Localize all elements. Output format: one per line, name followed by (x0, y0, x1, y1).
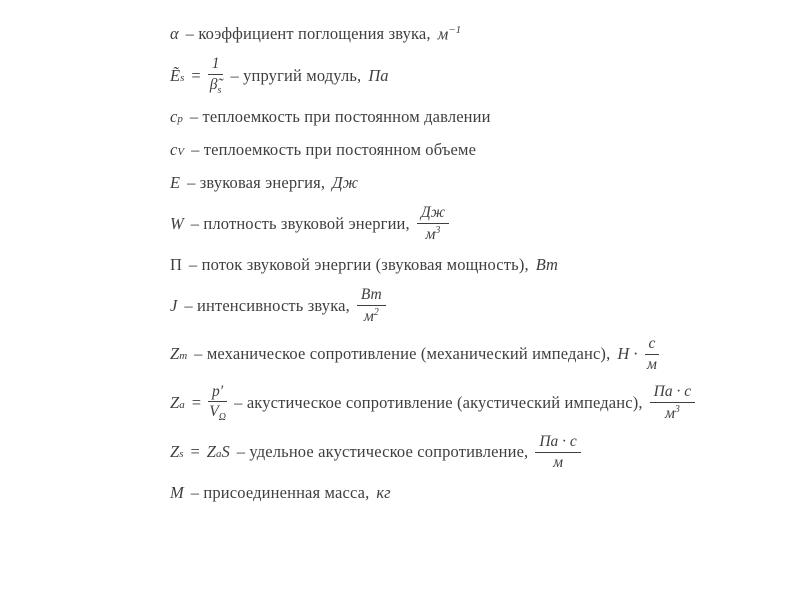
denominator-subscript: Ω (218, 412, 226, 424)
symbol-Za (170, 393, 185, 413)
symbol-base: Ẽ (170, 65, 181, 85)
unit (438, 24, 461, 45)
unit-denominator-exponent: 2 (373, 307, 379, 318)
unit-base: м (437, 24, 449, 44)
numerator: p′ (208, 383, 227, 403)
symbol-cv (170, 140, 184, 160)
unit-fraction (645, 335, 660, 374)
symbol-E-tilde (170, 66, 184, 86)
unit-fraction (417, 204, 449, 244)
description: – теплоемкость при постоянном объеме (191, 140, 477, 160)
denominator-base: β̃ (209, 75, 218, 93)
unit: Па (368, 65, 389, 85)
symbol-alpha: α (170, 24, 179, 43)
equals-sign: = (191, 393, 201, 413)
expression-tail: S (221, 442, 230, 462)
symbol-Zs (170, 442, 183, 462)
unit-denominator-exponent: 3 (435, 225, 441, 237)
unit-prefix: Н · (617, 344, 638, 364)
symbol-subscript: p (177, 113, 183, 126)
definition-specific-acoustic-impedance (170, 433, 581, 472)
equals-sign: = (191, 65, 201, 85)
symbol-subscript: V (177, 146, 185, 159)
symbol-J: J (170, 296, 178, 316)
unit: кг (376, 482, 391, 502)
unit-denominator-exponent: 3 (674, 404, 680, 416)
symbol-Pi: П (170, 255, 182, 275)
unit-numerator: Па · с (650, 383, 695, 403)
unit-fraction (535, 433, 580, 472)
unit-denominator-base: м (425, 226, 436, 244)
unit-denominator (665, 403, 680, 423)
definition-mechanical-impedance (170, 335, 659, 374)
expression-base: Z (206, 442, 216, 462)
description: – интенсивность звука, (184, 296, 350, 316)
unit-fraction (357, 286, 386, 326)
unit-exponent: −1 (448, 23, 462, 36)
description: – плотность звуковой энергии, (190, 214, 410, 234)
unit-numerator: Вт (357, 286, 386, 306)
numerator: 1 (208, 55, 224, 75)
fraction (208, 383, 227, 424)
unit-denominator-base: м (363, 308, 374, 326)
unit-denominator: м (553, 453, 564, 471)
definition-absorption-coefficient (170, 22, 461, 46)
description: – коэффициент поглощения звука, (185, 24, 431, 43)
description: – механическое сопротивление (механический импеданс), (194, 344, 611, 364)
description: – теплоемкость при постоянном давлении (189, 107, 491, 127)
symbol-base: Z (170, 442, 180, 462)
symbol-subscript: s (179, 448, 184, 461)
unit-denominator (364, 306, 379, 326)
unit: Дж (332, 173, 359, 193)
unit-numerator: Па · с (535, 433, 580, 453)
symbol-M: M (170, 482, 184, 502)
description: – акустическое сопротивление (акустический импеданс), (234, 393, 643, 413)
definition-sound-energy (170, 171, 358, 195)
description: – звуковая энергия, (187, 173, 326, 193)
unit: Вт (535, 255, 558, 275)
symbol-subscript: a (179, 399, 185, 412)
symbol-subscript: m (179, 350, 188, 363)
symbol-W: W (170, 214, 184, 234)
symbol-base: Z (170, 344, 180, 364)
description: – поток звуковой энергии (звуковая мощность), (188, 255, 529, 275)
definition-added-mass (170, 481, 391, 505)
description: – присоединенная масса, (190, 482, 370, 502)
description: – удельное акустическое сопротивление, (236, 442, 529, 462)
definition-heat-capacity-volume (170, 138, 476, 162)
unit-denominator (426, 224, 441, 244)
symbol-Zm (170, 344, 187, 364)
unit-fraction (650, 383, 695, 423)
expression-subscript: a (215, 448, 222, 461)
denominator-subscript: s (217, 84, 222, 96)
symbol-base: c (170, 107, 178, 127)
definition-acoustic-impedance (170, 383, 695, 424)
definitions-list (170, 22, 695, 514)
symbol-cp (170, 107, 183, 127)
symbol-base: Z (170, 393, 180, 413)
definition-energy-density (170, 204, 449, 244)
description: – упругий модуль, (230, 65, 362, 85)
expression-ZaS (207, 442, 230, 462)
unit-numerator: Дж (417, 204, 449, 224)
unit-denominator-base: м (664, 405, 675, 423)
denominator (210, 75, 222, 97)
equals-sign: = (190, 442, 200, 462)
symbol-base: c (170, 140, 178, 160)
definition-sound-intensity (170, 286, 386, 326)
unit-denominator: м (647, 355, 657, 373)
definition-sound-power (170, 253, 558, 277)
fraction (208, 55, 224, 96)
unit-numerator: с (645, 335, 660, 355)
definition-heat-capacity-pressure (170, 105, 491, 129)
definition-elastic-modulus (170, 55, 388, 96)
denominator (209, 402, 226, 424)
denominator-base: V (209, 403, 219, 421)
symbol-subscript: s (180, 71, 185, 84)
symbol-E: E (170, 173, 181, 193)
